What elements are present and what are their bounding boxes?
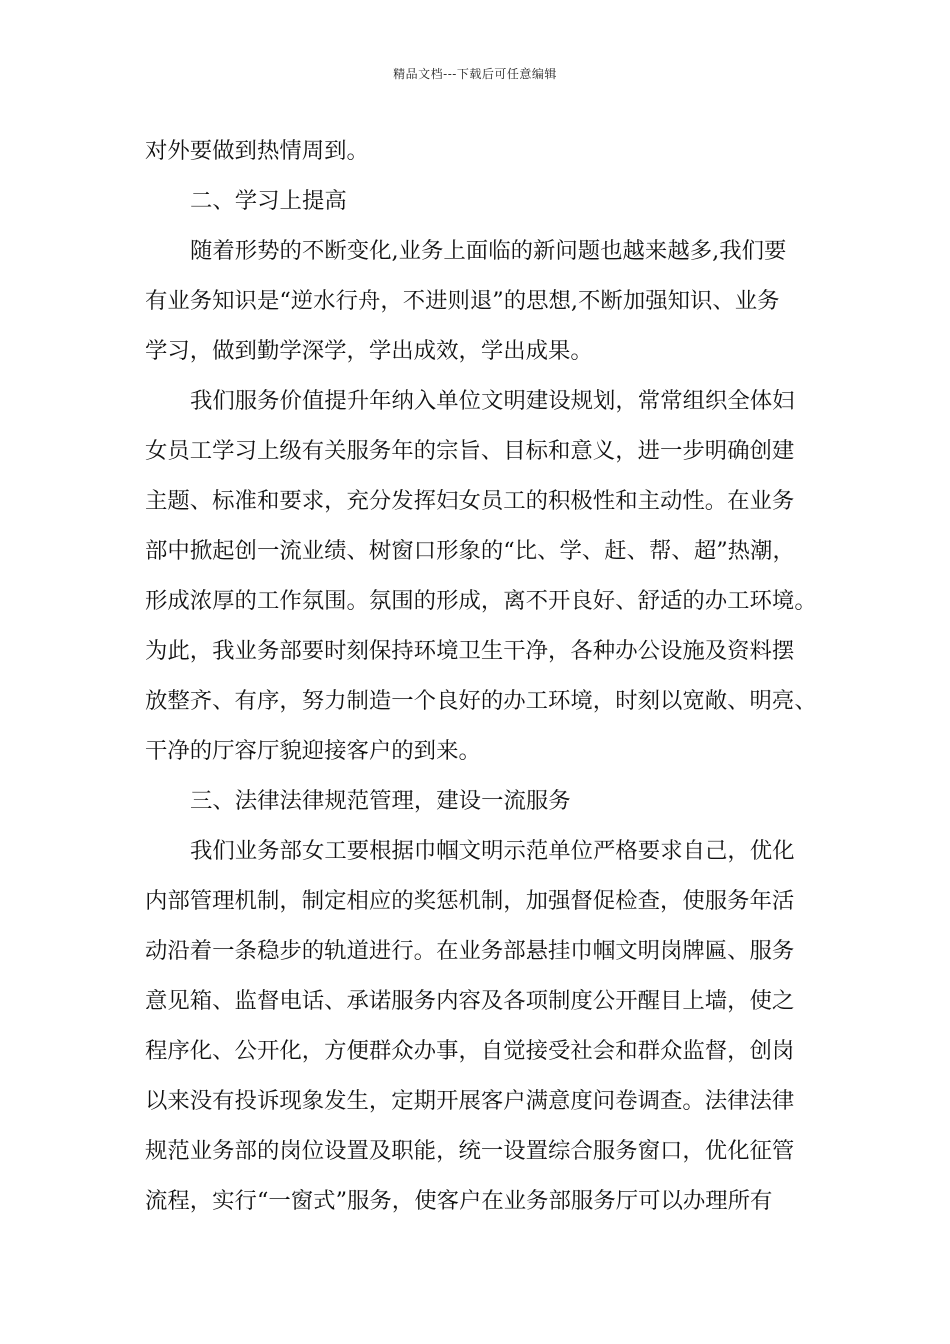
body-line: 规范业务部的岗位设置及职能，统一设置综合服务窗口，优化征管: [145, 1138, 795, 1164]
body-line: 主题、标准和要求，充分发挥妇女员工的积极性和主动性。在业务: [145, 488, 795, 514]
body-line: 我们业务部女工要根据巾帼文明示范单位严格要求自己，优化: [190, 838, 795, 864]
body-line: 程序化、公开化，方便群众办事，自觉接受社会和群众监督，创岗: [145, 1038, 795, 1064]
section-heading: 三、法律法律规范管理，建设一流服务: [190, 788, 571, 814]
body-line: 学习，做到勤学深学，学出成效，学出成果。: [145, 338, 593, 364]
body-line: 干净的厅容厅貌迎接客户的到来。: [145, 738, 481, 764]
body-line: 对外要做到热情周到。: [145, 138, 369, 164]
body-line: 有业务知识是“逆水行舟，不进则退”的思想,不断加强知识、业务: [145, 288, 780, 314]
body-line: 放整齐、有序，努力制造一个良好的办工环境，时刻以宽敞、明亮、: [145, 688, 817, 714]
body-line: 部中掀起创一流业绩、树窗口形象的“比、学、赶、帮、超”热潮，: [145, 538, 795, 564]
body-line: 意见箱、监督电话、承诺服务内容及各项制度公开醒目上墙，使之: [145, 988, 795, 1014]
body-line: 内部管理机制，制定相应的奖惩机制，加强督促检查，使服务年活: [145, 888, 795, 914]
section-heading: 二、学习上提高: [190, 188, 347, 214]
body-line: 形成浓厚的工作氛围。氛围的形成，离不开良好、舒适的办工环境。: [145, 588, 817, 614]
body-line: 我们服务价值提升年纳入单位文明建设规划，常常组织全体妇: [190, 388, 795, 414]
body-line: 随着形势的不断变化,业务上面临的新问题也越来越多,我们要: [190, 238, 787, 264]
page-header: 精品文档---下载后可任意编辑: [393, 67, 557, 81]
body-line: 为此，我业务部要时刻保持环境卫生干净，各种办公设施及资料摆: [145, 638, 795, 664]
body-line: 动沿着一条稳步的轨道进行。在业务部悬挂巾帼文明岗牌匾、服务: [145, 938, 795, 964]
body-line: 流程，实行“一窗式”服务，使客户在业务部服务厅可以办理所有: [145, 1188, 773, 1214]
body-line: 以来没有投诉现象发生，定期开展客户满意度问卷调查。法律法律: [145, 1088, 795, 1114]
body-line: 女员工学习上级有关服务年的宗旨、目标和意义，进一步明确创建: [145, 438, 795, 464]
